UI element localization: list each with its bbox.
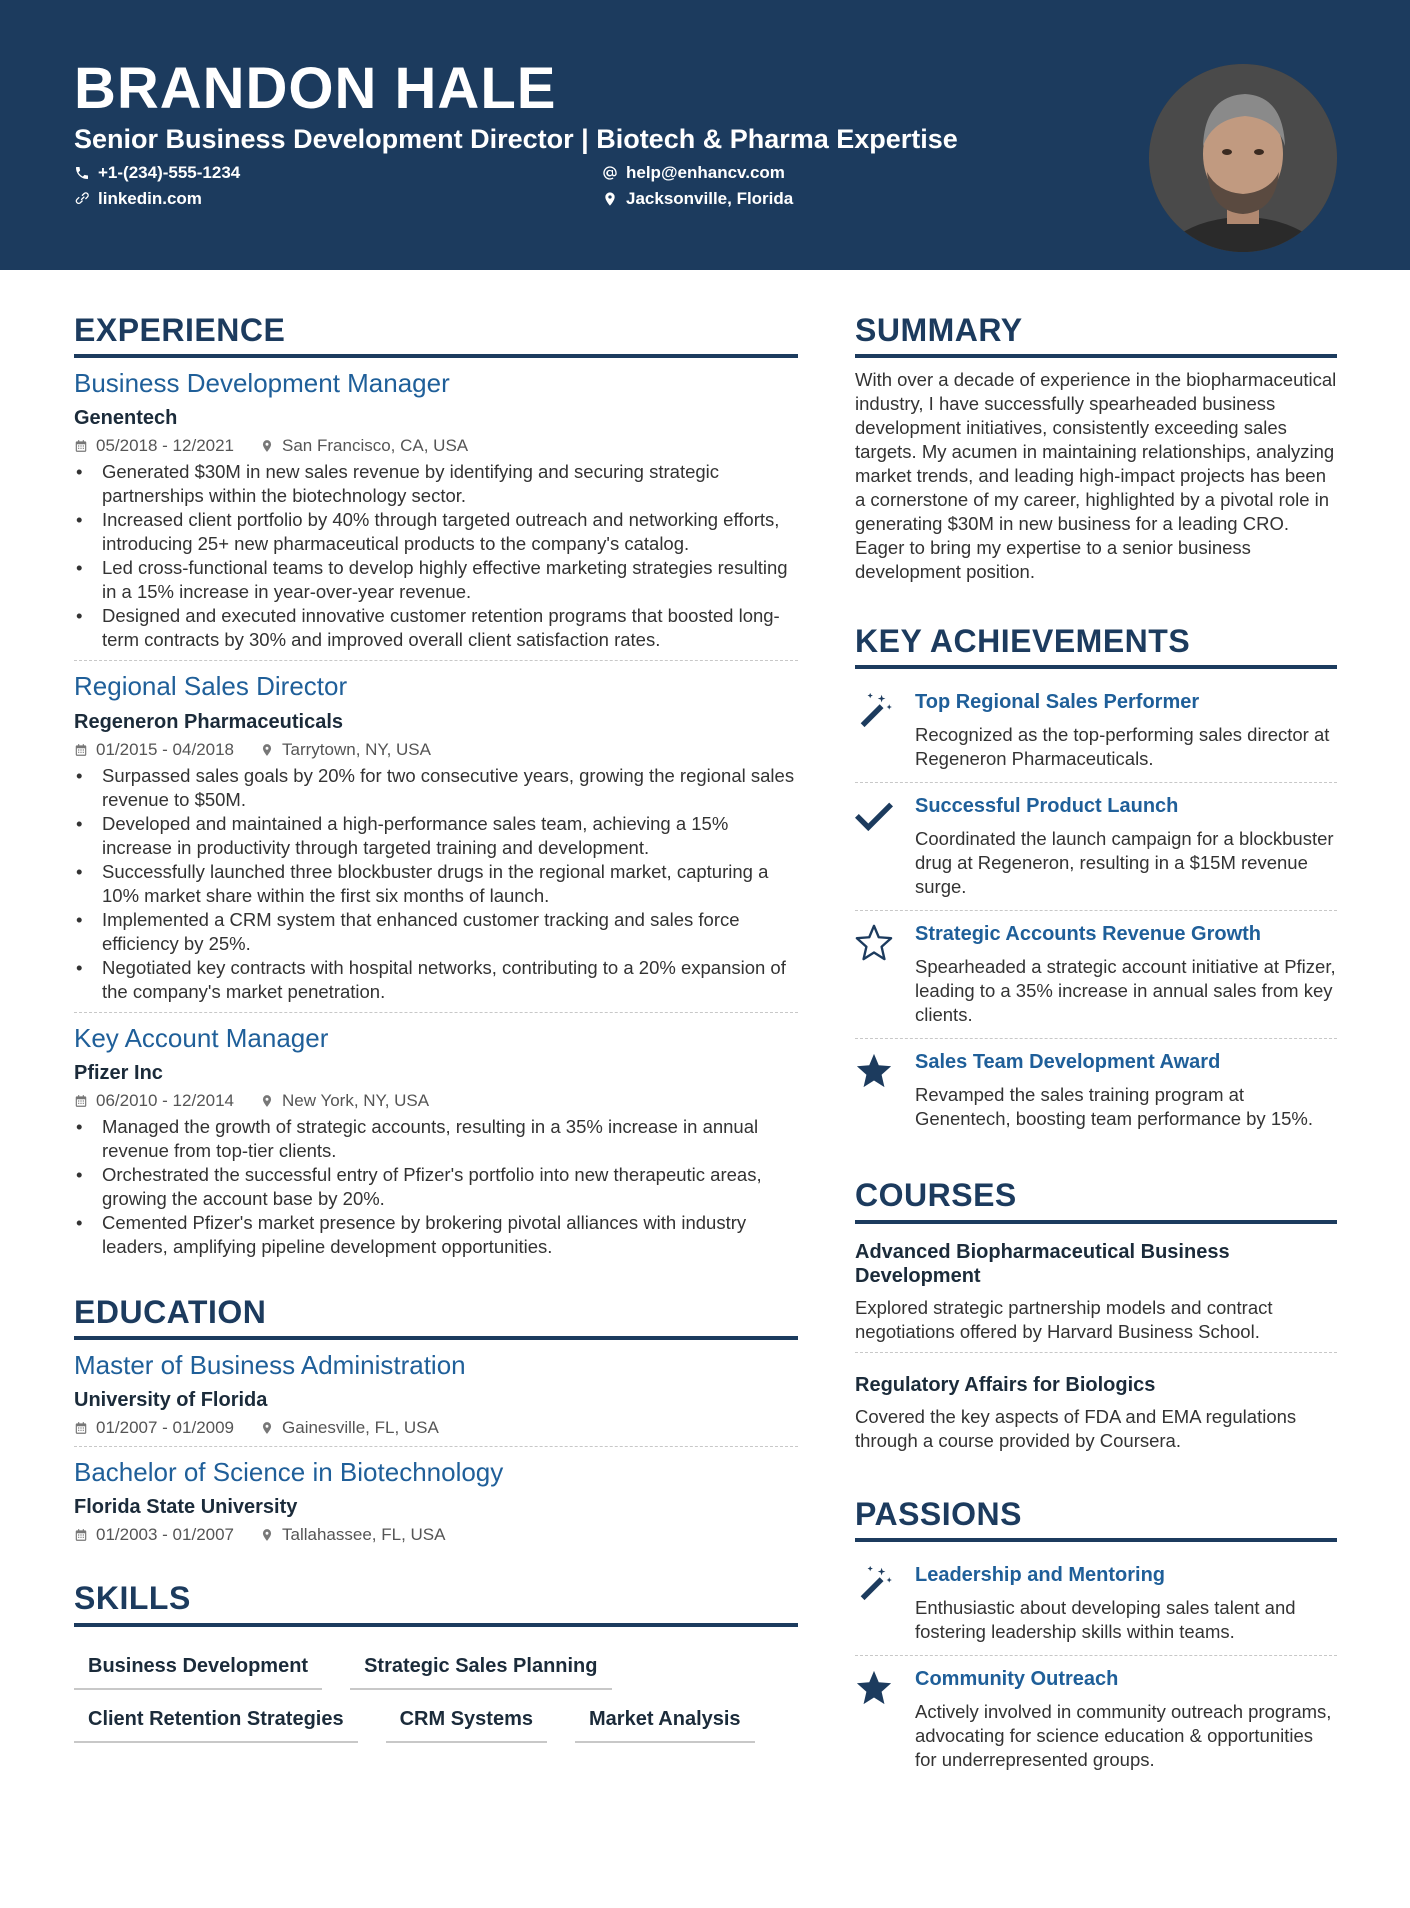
linkedin-contact[interactable] xyxy=(74,189,202,209)
star-outline-icon xyxy=(855,923,893,961)
map-pin-icon xyxy=(260,1421,274,1435)
company-name: Genentech xyxy=(74,407,178,430)
summary-text: With over a decade of experience in the biopharmaceutical industry, I have successfully spearheaded business development initiatives, consistently exceeding sales targets. My acumen in maintaining relationships, analyzing market trends, and leading high-impact projects has been a cornerstone of my career, highlighted by a pivotal role in generating $30M in new business for a leading CRO. Eager to bring my expertise to a senior business development position. xyxy=(855,369,1337,583)
experience-entry xyxy=(74,671,798,1012)
passion-item xyxy=(855,1656,1337,1783)
education-location: Tallahassee, FL, USA xyxy=(282,1525,446,1545)
job-title: Key Account Manager xyxy=(74,1022,329,1053)
bullet-item: • Cemented Pfizer's market presence by brokering pivotal alliances with industry leaders, amplifying pipeline development opportunities. xyxy=(74,1211,798,1259)
achievement-desc: Coordinated the launch campaign for a blockbuster drug at Regeneron, resulting in a $15M revenue surge. xyxy=(915,828,1334,898)
at-sign-icon xyxy=(602,165,618,181)
bullet-item: • Generated $30M in new sales revenue by identifying and securing strategic partnerships within the biotechnology sector. xyxy=(74,460,798,508)
map-pin-icon xyxy=(260,1094,274,1108)
candidate-headline: Senior Business Development Director | Biotech & Pharma Expertise xyxy=(74,124,958,154)
bullet-item: • Successfully launched three blockbuster drugs in the regional market, capturing a 10% market share within the first six months of launch. xyxy=(74,860,798,908)
experience-entry xyxy=(74,1023,798,1267)
education-location: Gainesville, FL, USA xyxy=(282,1418,439,1438)
skill-tag: Client Retention Strategies xyxy=(74,1702,358,1743)
education-heading: EDUCATION xyxy=(74,1295,798,1340)
calendar-icon xyxy=(74,743,88,757)
phone-icon xyxy=(74,165,90,181)
map-pin-icon xyxy=(260,1528,274,1542)
skills-list xyxy=(74,1637,798,1743)
passion-desc: Actively involved in community outreach programs, advocating for science education & opportunities for underrepresented groups. xyxy=(915,1700,1332,1770)
course-item xyxy=(855,1367,1337,1461)
star-solid-icon xyxy=(855,1668,893,1706)
checkmark-icon xyxy=(855,795,893,833)
right-column xyxy=(855,313,1337,1783)
courses-heading: COURSES xyxy=(855,1178,1337,1223)
passion-desc: Enthusiastic about developing sales talent and fostering leadership skills within teams. xyxy=(915,1596,1296,1642)
school-name: Florida State University xyxy=(74,1496,298,1519)
course-title: Regulatory Affairs for Biologics xyxy=(855,1373,1156,1396)
job-title: Business Development Manager xyxy=(74,368,450,399)
location-contact xyxy=(602,189,793,209)
job-dates: 05/2018 - 12/2021 xyxy=(96,436,235,456)
location-text: Jacksonville, Florida xyxy=(626,189,794,208)
education-dates: 01/2003 - 01/2007 xyxy=(96,1525,235,1545)
passion-title: Community Outreach xyxy=(915,1667,1119,1690)
achievement-desc: Spearheaded a strategic account initiative at Pfizer, leading to a 35% increase in annual sales from key clients. xyxy=(915,956,1336,1026)
education-entry xyxy=(74,1350,798,1447)
education-dates: 01/2007 - 01/2009 xyxy=(96,1418,235,1438)
calendar-icon xyxy=(74,1528,88,1542)
left-column xyxy=(74,313,798,1743)
star-solid-icon xyxy=(855,1051,893,1089)
link-icon xyxy=(74,191,90,207)
magic-wand-icon xyxy=(855,691,893,729)
phone-text: +1-(234)-555-1234 xyxy=(98,163,241,182)
experience-entry xyxy=(74,368,798,661)
job-location: New York, NY, USA xyxy=(282,1090,430,1110)
magic-wand-icon xyxy=(855,1564,893,1602)
bullet-item: • Managed the growth of strategic accounts, resulting in a 35% increase in annual revenue from top-tier clients. xyxy=(74,1115,798,1163)
map-pin-icon xyxy=(260,439,274,453)
job-location: San Francisco, CA, USA xyxy=(282,436,469,456)
job-dates: 01/2015 - 04/2018 xyxy=(96,739,235,759)
bullet-item: • Surpassed sales goals by 20% for two consecutive years, growing the regional sales revenue to $50M. xyxy=(74,764,798,812)
education-entry xyxy=(74,1457,798,1553)
education-meta xyxy=(74,1525,798,1545)
bullet-item: • Led cross-functional teams to develop highly effective marketing strategies resulting in a 15% increase in year-over-year revenue. xyxy=(74,556,798,604)
achievement-item xyxy=(855,1039,1337,1142)
job-bullets xyxy=(74,764,798,1004)
resume-header xyxy=(0,0,1410,270)
passion-title: Leadership and Mentoring xyxy=(915,1563,1166,1586)
passions-heading: PASSIONS xyxy=(855,1497,1337,1542)
job-location: Tarrytown, NY, USA xyxy=(282,739,431,759)
achievement-title: Successful Product Launch xyxy=(915,795,1179,818)
profile-photo xyxy=(1149,64,1337,252)
calendar-icon xyxy=(74,1421,88,1435)
job-title: Regional Sales Director xyxy=(74,671,348,702)
email-text: help@enhancv.com xyxy=(626,163,785,182)
job-meta xyxy=(74,740,798,760)
skill-tag: Strategic Sales Planning xyxy=(350,1649,611,1690)
bullet-item: • Developed and maintained a high-performance sales team, achieving a 15% increase in productivity through targeted training and development. xyxy=(74,812,798,860)
course-title: Advanced Biopharmaceutical Business Development xyxy=(855,1240,1230,1287)
course-desc: Explored strategic partnership models and contract negotiations offered by Harvard Business School. xyxy=(855,1296,1273,1342)
achievement-title: Top Regional Sales Performer xyxy=(915,691,1200,714)
job-dates: 06/2010 - 12/2014 xyxy=(96,1090,235,1110)
achievements-heading: KEY ACHIEVEMENTS xyxy=(855,624,1337,669)
bullet-item: • Increased client portfolio by 40% through targeted outreach and networking efforts, introducing 25+ new pharmaceutical products to the company's catalog. xyxy=(74,508,798,556)
school-name: University of Florida xyxy=(74,1389,268,1412)
job-meta xyxy=(74,1091,798,1111)
job-meta xyxy=(74,436,798,456)
skill-tag: CRM Systems xyxy=(386,1702,547,1743)
achievement-title: Strategic Accounts Revenue Growth xyxy=(915,923,1261,946)
achievement-item xyxy=(855,783,1337,911)
experience-heading: EXPERIENCE xyxy=(74,313,798,358)
achievement-item xyxy=(855,679,1337,783)
bullet-item: • Negotiated key contracts with hospital networks, contributing to a 20% expansion of the company's market penetration. xyxy=(74,956,798,1004)
company-name: Regeneron Pharmaceuticals xyxy=(74,710,343,733)
linkedin-text: linkedin.com xyxy=(98,189,202,208)
email-contact[interactable] xyxy=(602,163,785,183)
map-pin-icon xyxy=(602,191,618,207)
achievement-desc: Recognized as the top-performing sales director at Regeneron Pharmaceuticals. xyxy=(915,724,1330,770)
passion-item xyxy=(855,1552,1337,1656)
job-bullets xyxy=(74,460,798,652)
calendar-icon xyxy=(74,1094,88,1108)
skill-tag: Business Development xyxy=(74,1649,322,1690)
phone-contact[interactable] xyxy=(74,163,240,183)
bullet-item: • Implemented a CRM system that enhanced customer tracking and sales force efficiency by 25%. xyxy=(74,908,798,956)
skills-heading: SKILLS xyxy=(74,1581,798,1626)
bullet-item: • Orchestrated the successful entry of Pfizer's portfolio into new therapeutic areas, growing the account base by 20%. xyxy=(74,1163,798,1211)
candidate-name: BRANDON HALE xyxy=(74,56,557,121)
degree-title: Bachelor of Science in Biotechnology xyxy=(74,1457,504,1488)
company-name: Pfizer Inc xyxy=(74,1061,163,1084)
achievement-item xyxy=(855,911,1337,1039)
course-item xyxy=(855,1234,1337,1353)
calendar-icon xyxy=(74,439,88,453)
bullet-item: • Designed and executed innovative customer retention programs that boosted long-term contracts by 30% and improved overall client satisfaction rates. xyxy=(74,604,798,652)
summary-heading: SUMMARY xyxy=(855,313,1337,358)
map-pin-icon xyxy=(260,743,274,757)
course-desc: Covered the key aspects of FDA and EMA regulations through a course provided by Coursera. xyxy=(855,1405,1297,1451)
job-bullets xyxy=(74,1115,798,1259)
achievement-title: Sales Team Development Award xyxy=(915,1051,1221,1074)
achievement-desc: Revamped the sales training program at Genentech, boosting team performance by 15%. xyxy=(915,1084,1313,1130)
education-meta xyxy=(74,1418,798,1438)
skill-tag: Market Analysis xyxy=(575,1702,755,1743)
degree-title: Master of Business Administration xyxy=(74,1349,466,1380)
